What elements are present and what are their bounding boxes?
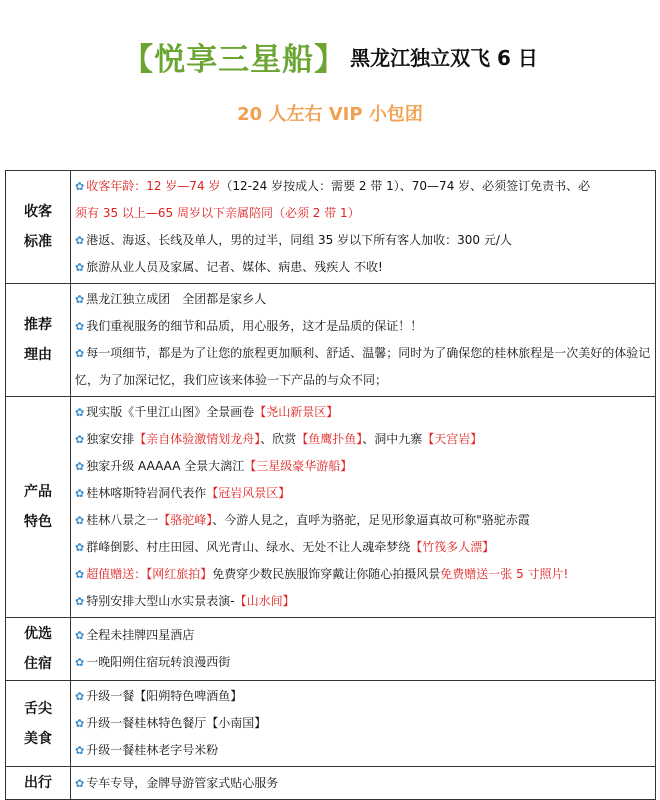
label-line: 理由 xyxy=(24,347,52,363)
section-label xyxy=(6,171,71,284)
list-item xyxy=(75,286,651,313)
list-item-text: 现实版《千里江山图》全景画卷 xyxy=(86,405,255,419)
age-range-text: 收客年龄：12 岁—74 岁 xyxy=(86,179,221,193)
flower-bullet-icon: ✿ xyxy=(75,744,85,757)
section-label xyxy=(6,284,71,397)
list-item-text: 黑龙江独立成团 全团都是家乡人 xyxy=(86,292,267,306)
section-label xyxy=(6,618,71,681)
brand-title: 【悦享三星船】 xyxy=(122,42,347,78)
route-title: 黑龙江独立双飞 6 日 xyxy=(350,46,538,70)
label-line: 收客 xyxy=(24,204,52,220)
title-row xyxy=(0,34,660,79)
label-line: 住宿 xyxy=(24,656,52,672)
label-line: 优选 xyxy=(24,626,52,642)
flower-bullet-icon: ✿ xyxy=(75,320,85,333)
label-line: 推荐 xyxy=(24,317,52,333)
highlight-text: 【骆驼峰】 xyxy=(158,513,213,527)
list-item-text: 免费穿少数民族服饰穿戴让你随心拍摄风景 xyxy=(212,567,441,581)
flower-bullet-icon: ✿ xyxy=(75,656,85,669)
exclusion-text: 旅游从业人员及家属、记者、媒体、病患、残疾人 不收! xyxy=(86,260,383,274)
list-item xyxy=(75,254,651,281)
section-label xyxy=(6,397,71,618)
surcharge-text: 港返、海返、长线及单人，男的过半，同组 35 岁以下所有客人加收：300 元/人 xyxy=(86,233,512,247)
highlight-text: 【三星级豪华游船】 xyxy=(244,459,353,473)
list-item xyxy=(75,173,651,200)
label-line: 产品 xyxy=(24,484,52,500)
list-item xyxy=(75,426,651,453)
section-label xyxy=(6,681,71,767)
list-item xyxy=(75,683,651,710)
label-line: 美食 xyxy=(24,730,52,747)
group-size-subtitle: 20 人左右 VIP 小包团 xyxy=(237,104,423,125)
age-note-text: （12-24 岁按成人：需要 2 带 1）、70—74 岁、必须签订免责书、必 xyxy=(220,179,591,193)
list-item xyxy=(75,588,651,615)
highlight-text: 【鱼鹰扑鱼】 xyxy=(296,432,363,446)
list-item-text: 群峰倒影、村庄田园、风光青山、绿水、无处不让人魂牵梦绕 xyxy=(86,540,411,554)
section-recommend-reason xyxy=(6,284,656,397)
list-item xyxy=(75,453,651,480)
section-content xyxy=(71,767,656,800)
section-content xyxy=(71,171,656,284)
list-item-text: 、今游人見之，直呼为骆驼，足见形象逼真故可称"骆驼赤霞 xyxy=(212,513,530,527)
flower-bullet-icon: ✿ xyxy=(75,541,85,554)
list-item-text: 一晚阳朔住宿玩转浪漫西街 xyxy=(86,655,231,669)
list-item-continued: 须有 35 以上—65 周岁以下亲属陪同（必须 2 带 1） xyxy=(75,206,360,220)
list-item-text: 全程未挂牌四星酒店 xyxy=(86,628,195,642)
list-item xyxy=(75,649,651,676)
flower-bullet-icon: ✿ xyxy=(75,293,85,306)
list-item-text: 升级一餐桂林老字号米粉 xyxy=(86,743,219,757)
label-line: 舌尖 xyxy=(24,700,52,717)
list-item-text: 、洞中九寨 xyxy=(362,432,423,446)
highlight-text: 【亲自体验激情划龙舟】 xyxy=(134,432,261,446)
list-item xyxy=(75,622,651,649)
label-line: 标准 xyxy=(24,234,52,250)
flower-bullet-icon: ✿ xyxy=(75,234,85,247)
list-item xyxy=(75,710,651,737)
list-item-text: 特别安排大型山水实景表演- xyxy=(86,594,235,608)
list-item xyxy=(75,399,651,426)
list-item-text: 每一项细节，都是为了让您的旅程更加顺利、舒适、温馨；同时为了确保您的桂林旅程是一次美好的体验记忆，为了加深记忆，我们应该来体验一下产品的与众不同； xyxy=(75,346,651,387)
list-item-text: 升级一餐【阳朔特色啤酒鱼】 xyxy=(86,689,243,703)
list-item-text: 我们重视服务的细节和品质，用心服务，这才是品质的保证！！ xyxy=(86,319,423,333)
highlight-text: 【竹筏多人漂】 xyxy=(410,540,495,554)
list-item xyxy=(75,313,651,340)
flower-bullet-icon: ✿ xyxy=(75,595,85,608)
section-content xyxy=(71,681,656,767)
list-item-text: 专车专导，金牌导游管家式贴心服务 xyxy=(86,775,279,790)
flower-bullet-icon: ✿ xyxy=(75,776,85,790)
highlight-text: 免费赠送一张 5 寸照片! xyxy=(440,567,569,581)
flower-bullet-icon: ✿ xyxy=(75,487,85,500)
flower-bullet-icon: ✿ xyxy=(75,568,85,581)
section-cuisine xyxy=(6,681,656,767)
flower-bullet-icon: ✿ xyxy=(75,261,85,274)
section-content xyxy=(71,618,656,681)
list-item xyxy=(75,340,651,394)
flower-bullet-icon: ✿ xyxy=(75,433,85,446)
list-item xyxy=(75,737,651,764)
itinerary-table xyxy=(5,170,656,800)
flower-bullet-icon: ✿ xyxy=(75,406,85,419)
highlight-text: 【天宫岩】 xyxy=(422,432,483,446)
list-item xyxy=(75,507,651,534)
label-line: 特色 xyxy=(24,514,52,530)
list-item xyxy=(75,534,651,561)
flower-bullet-icon: ✿ xyxy=(75,514,85,527)
flower-bullet-icon: ✿ xyxy=(75,717,85,730)
list-item-text: 桂林八景之一 xyxy=(86,513,159,527)
section-label xyxy=(6,767,71,800)
highlight-text: 超值赠送：【网红旅拍】 xyxy=(86,567,213,581)
section-guest-standard xyxy=(6,171,656,284)
list-item-text: 桂林喀斯特岩洞代表作 xyxy=(86,486,207,500)
flower-bullet-icon: ✿ xyxy=(75,690,85,703)
list-item xyxy=(75,561,651,588)
list-item-text: 升级一餐桂林特色餐厅【小南国】 xyxy=(86,716,267,730)
section-travel xyxy=(6,767,656,800)
section-content xyxy=(71,284,656,397)
label-line: 出行 xyxy=(24,775,52,791)
list-item-text: 独家安排 xyxy=(86,432,135,446)
list-item xyxy=(75,770,651,797)
section-product-features xyxy=(6,397,656,618)
highlight-text: 【山水间】 xyxy=(234,594,295,608)
flower-bullet-icon: ✿ xyxy=(75,347,85,360)
flower-bullet-icon: ✿ xyxy=(75,460,85,473)
highlight-text: 【尧山新景区】 xyxy=(254,405,339,419)
list-item-text: 独家升级 AAAAA 全景大漓江 xyxy=(86,459,245,473)
section-accommodation xyxy=(6,618,656,681)
section-content xyxy=(71,397,656,618)
list-item xyxy=(75,480,651,507)
list-item-text: 、欣赏 xyxy=(260,432,297,446)
flower-bullet-icon: ✿ xyxy=(75,180,85,193)
flower-bullet-icon: ✿ xyxy=(75,629,85,642)
list-item xyxy=(75,227,651,254)
highlight-text: 【冠岩风景区】 xyxy=(206,486,291,500)
